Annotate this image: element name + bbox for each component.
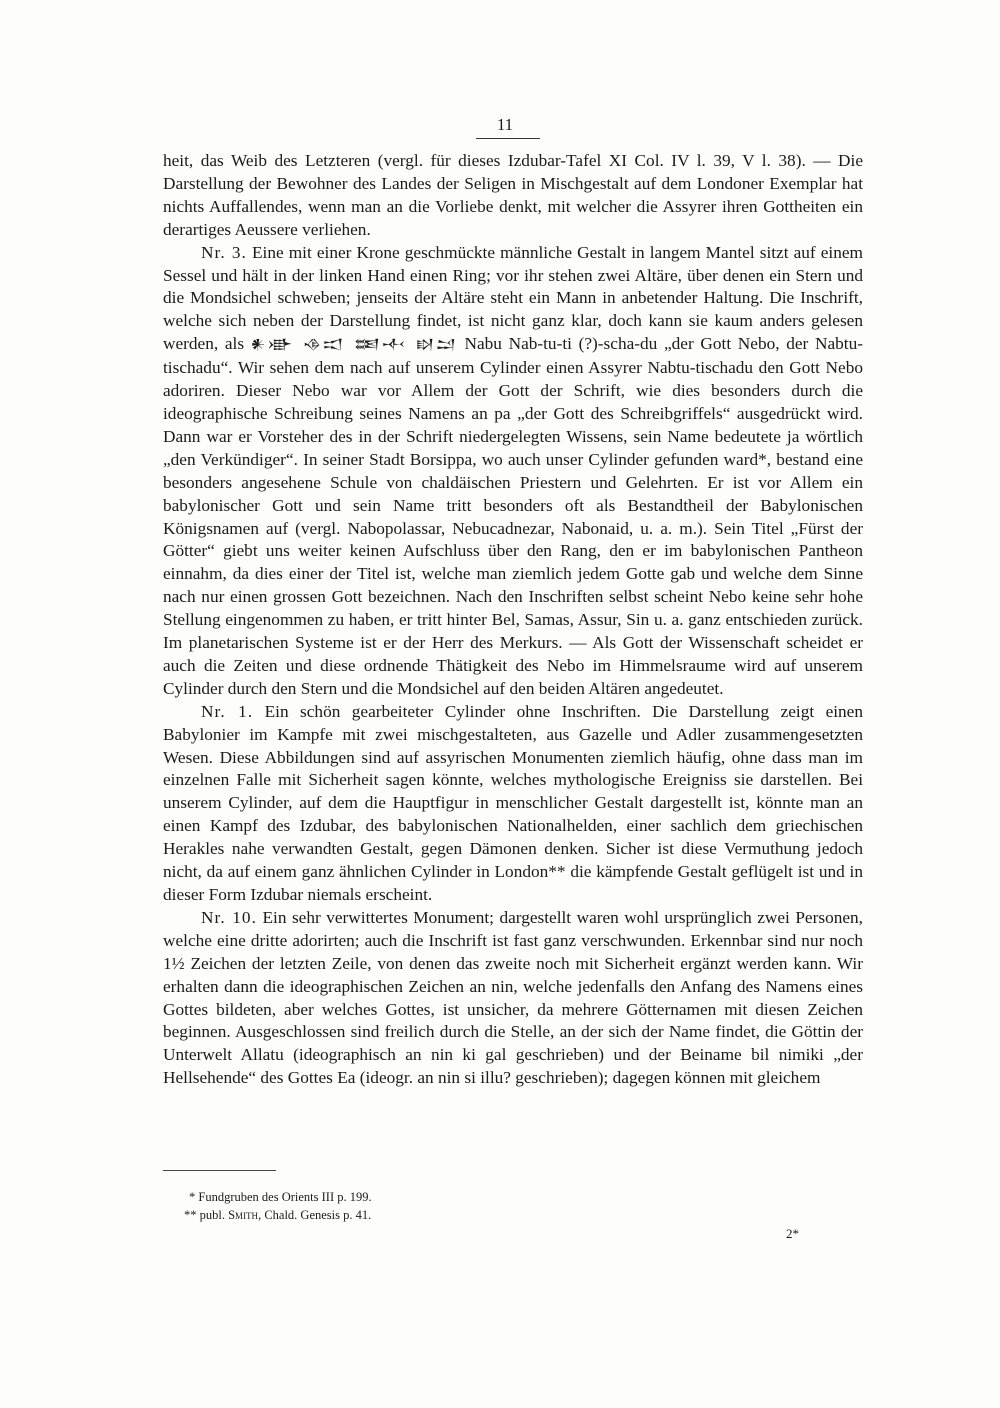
paragraph-text: Eine mit einer Krone geschmückte männliche Gestalt in langem Mantel sitzt auf einem Sessel und hält in der linken Hand einen Ring; vor ihr stehen zwei Altäre, über denen ein Stern und die Mondsichel schweben; jenseits der Altäre steht ein Mann in anbetender Haltung. Die Inschrift, welche sich neben der Darstellung findet, ist nicht ganz klar, doch kann sie kaum anders gelesen werden, als [163, 242, 863, 354]
paragraph-nr-3 [163, 242, 863, 701]
entry-label: Nr. 10. [201, 907, 257, 927]
footnotes [163, 1188, 663, 1224]
entry-label: Nr. 1. [201, 701, 254, 721]
page-number: 11 [496, 115, 514, 134]
paragraph-continuation: heit, das Weib des Letzteren (vergl. für dieses Izdubar-Tafel XI Col. IV l. 39, V l. 38). — Die Darstellung der Bewohner des Landes der Seligen in Mischgestalt auf dem Londoner Exemplar hat nichts Auffallendes, wenn man an die Vorliebe denkt, mit welcher die Assyrer ihren Gottheiten ein derartiges Aeussere verliehen. [163, 151, 863, 239]
entry-label: Nr. 3. [201, 242, 247, 262]
paragraph-text: Ein schön gearbeiteter Cylinder ohne Inschriften. Die Darstellung zeigt einen Babylonier im Kampfe mit zwei mischgestalteten, aus Gazelle und Adler zusammengesetzten Wesen. Diese Abbildungen sind auf assyrischen Monumenten ziemlich häufig, ohne dass man im einzelnen Falle mit Sicherheit sagen könnte, welches mythologische Ereigniss sie darstellen. Bei unserem Cylinder, auf dem die Hauptfigur in menschlicher Gestalt dargestellt ist, könnte man an einen Kampf des Izdubar, des babylonischen Nationalhelden, einer sachlich dem griechischen Herakles nahe verwandten Gestalt, gegen Dämonen denken. Sicher ist diese Vermuthung jedoch nicht, da auf einem ganz ähnlichen Cylinder in London** die kämpfende Gestalt geflügelt ist und in dieser Form Izdubar niemals erscheint. [163, 701, 863, 904]
cuneiform-inscription: 𒀭𒀝 𒈾𒀊 𒌅𒋾 𒊭𒁺 [250, 337, 458, 354]
footnote-rule [163, 1170, 276, 1171]
footnote-author: Smith [228, 1208, 259, 1222]
body-text [163, 150, 863, 1090]
page-number-rule [476, 138, 540, 139]
paragraph-nr-10 [163, 907, 863, 1090]
footnote-1: * Fundgruben des Orients III p. 199. [189, 1190, 372, 1204]
paragraph-text: Nabu Nab-tu-ti (?)-scha-du „der Gott Nebo, der Nabtu-tischadu“. Wir sehen dem nach auf unserem Cylinder einen Assyrer Nabtu-tischadu den Gott Nebo adoriren. Dieser Nebo war vor Allem der Gott der Schrift, wie dies besonders durch die ideographische Schreibung seines Namens an pa „der Gott des Schreibgriffels“ ausgedrückt wird. Dann war er Vorsteher des in der Schrift niedergelegten Wissens, sein Name bedeutete ja wörtlich „den Verkündiger“. In seiner Stadt Borsippa, wo auch unser Cylinder gefunden ward*, bestand eine besonders angesehene Schule von chaldäischen Priestern und Gelehrten. Er ist vor Allem ein babylonischer Gott und sein Name tritt besonders oft als Bestandtheil der Babylonischen Königsnamen auf (vergl. Nabopolassar, Nebucadnezar, Nabonaid, u. a. m.). Sein Titel „Fürst der Götter“ giebt uns weiter keinen Aufschluss über den Rang, den er im babylonischen Pantheon einnahm, da dies einer der Titel ist, welche man ziemlich jedem Gotte gab und welche dem Sinne nach nur einen grossen Gott bezeichnen. Nach den Inschriften selbst scheint Nebo keine sehr hohe Stellung eingenommen zu haben, er tritt hinter Bel, Samas, Assur, Sin u. a. ganz entschieden zurück. Im planetarischen Systeme ist er der Herr des Merkurs. — Als Gott der Wissenschaft scheidet er auch die Zeiten und diese ordnende Thätigkeit des Nebo im Himmelsraume wird auf unserem Cylinder durch den Stern und die Mondsichel auf den beiden Altären angedeutet. [163, 334, 863, 698]
footnote-2: ** publ. Smith, Chald. Genesis p. 41. [184, 1208, 372, 1222]
paragraph-nr-1 [163, 701, 863, 907]
paragraph-text: Ein sehr verwittertes Monument; dargestellt waren wohl ursprünglich zwei Personen, welche eine dritte adorirten; auch die Inschrift ist fast ganz verschwunden. Erkennbar sind nur noch 1½ Zeichen der letzten Zeile, von denen das zweite noch mit Sicherheit ergänzt werden kann. Wir erhalten dann die ideographischen Zeichen an nin, welche jedenfalls den Anfang des Namens eines Gottes bildeten, aber welches Gottes, ist unsicher, da mehrere Götternamen mit diesen Zeichen beginnen. Ausgeschlossen sind freilich durch die Stelle, an der sich der Name findet, die Göttin der Unterwelt Allatu (ideographisch an nin ki gal geschrieben) und der Beiname bil nimiki „der Hellsehende“ des Gottes Ea (ideogr. an nin si illu? geschrieben); dagegen können mit gleichem [163, 907, 863, 1088]
sheet-signature: 2* [786, 1226, 799, 1241]
